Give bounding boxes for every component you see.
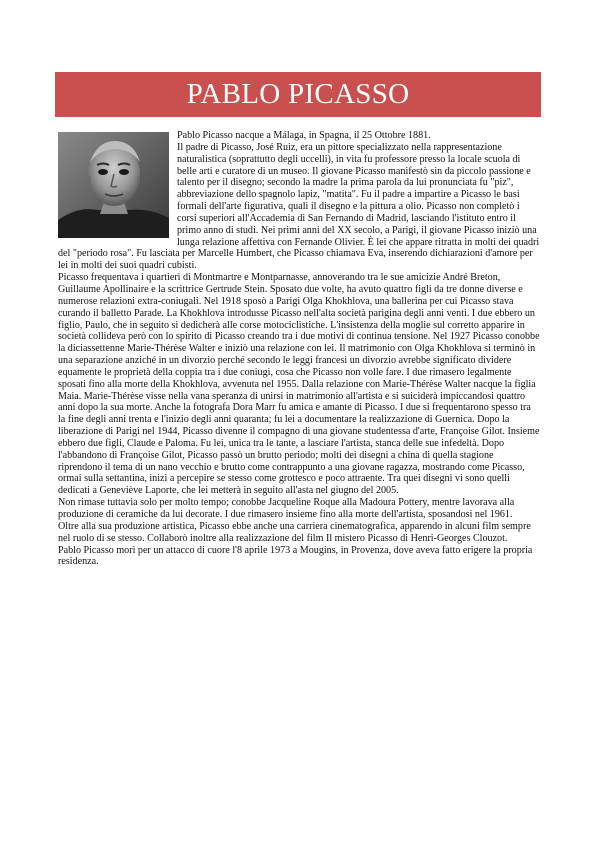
page-title: PABLO PICASSO (186, 78, 410, 110)
paragraph-relationships: Picasso frequentava i quartieri di Montmartre e Montparnasse, annoverando tra le sue amicizie André Breton, Guillaume Apollinaire e la scrittrice Gertrude Stein. Sposato due volte, ha avuto quattro figli da tre donne diverse e numerose relazioni extra-coniugali. Nel 1918 sposò a Parigi Olga Khokhlova, una ballerina per cui Picasso stava curando il balletto Parade. La Khokhlova introdusse Picasso nell'alta società parigina degli anni venti. I due ebbero un figlio, Paulo, che in seguito si dedicherà alle corse motociclistiche. L'insistenza della moglie sul corretto apparire in società collideva però con lo spirito di Picasso creando tra i due motivi di continua tensione. Nel 1927 Picasso conobbe la diciassettenne Marie-Thérèse Walter e iniziò una relazione con lei. Il matrimonio con Olga Khokhlova si terminò in una separazione anziché in un divorzio perché secondo le leggi francesi un divorzio avrebbe significato dividere equamente le proprietà della coppia tra i due coniugi, cosa che Picasso non volle fare. I due rimasero legalmente sposati fino alla morte della Khokhlova, avvenuta nel 1955. Dalla relazione con Marie-Thérèse Walter nacque la figlia Maia. Marie-Thérèse visse nella vana speranza di unirsi in matrimonio all'artista e si suiciderà impiccandosi quattro anni dopo la sua morte. Anche la fotografa Dora Marr fu amica e amante di Picasso. I due si frequentarono spesso tra la fine degli anni trenta e l'inizio degli anni quaranta; fu lei a documentare la realizzazione di Guernica. Dopo la liberazione di Parigi nel 1944, Picasso divenne il compagno di una giovane studentessa d'arte, Françoise Gilot. Insieme ebbero due figli, Claude e Paloma. Fu lei, unica tra le tante, a lasciare l'artista, stanca delle sue infedeltà. Dopo l'abbandono di Françoise Gilot, Picasso passò un brutto periodo; molti dei disegni a china di quella stagione riprendono il tema di un nano vecchio e brutto come contrappunto a una giovane ragazza, mostrando come Picasso, ormai sulla settantina, inizi a percepire se stesso come grottesco e poco attraente. Tra quei disegni vi sono quelli dedicati a Geneviève Laporte, che lei metterà in seguito all'asta nel giugno del 2005. (58, 272, 540, 497)
paragraph-jacqueline: Non rimase tuttavia solo per molto tempo; conobbe Jacqueline Roque alla Madoura Pottery, mentre lavorava alla produzione di ceramiche da lui decorate. I due rimasero insieme fino alla morte dell'artista, sposandosi nel 1961. (58, 497, 515, 520)
paragraph-early-life: Il padre di Picasso, José Ruiz, era un pittore specializzato nella rappresentazione naturalistica (soprattutto degli uccelli), in vita fu professore presso la locale scuola di belle arti e curatore di un museo. Il giovane Picasso manifestò sin da piccolo passione e talento per il disegno; secondo la madre la prima parola da lui pronunciata fu "piz", abbreviazione dello spagnolo lapiz, "matita". Fu il padre a impartire a Picasso le basi formali dell'arte figurativa, quali il disegno e la pittura a olio. Picasso non completò i corsi superiori all'Accademia di San Fernando di Madrid, lasciando l'istituto entro il primo anno di studi. Nei primi anni del XX secolo, a Parigi, il giovane Picasso iniziò una lunga relazione affettiva con Fernande Olivier. È lei che appare ritratta in molti dei quadri del "periodo rosa". Fu lasciata per Marcelle Humbert, che Picasso chiamava Eva, inserendo dichiarazioni d'amore per lei in molti dei suoi quadri cubisti. (58, 141, 540, 272)
biography-text (58, 130, 540, 568)
title-banner (55, 72, 541, 117)
paragraph-birth: Pablo Picasso nacque a Málaga, in Spagna, il 25 Ottobre 1881. (177, 130, 431, 141)
portrait-illustration (58, 132, 169, 238)
portrait-photo (58, 132, 169, 238)
paragraph-death: Pablo Picasso morì per un attacco di cuore l'8 aprile 1973 a Mougins, in Provenza, dove aveva fatto erigere la propria residenza. (58, 544, 533, 568)
paragraph-cinema: Oltre alla sua produzione artistica, Picasso ebbe anche una carriera cinematografica, apparendo in alcuni film sempre nel ruolo di se stesso. Collaborò inoltre alla realizzazione del film Il mistero Picasso di Henri-Georges Clouzot. (58, 520, 531, 544)
